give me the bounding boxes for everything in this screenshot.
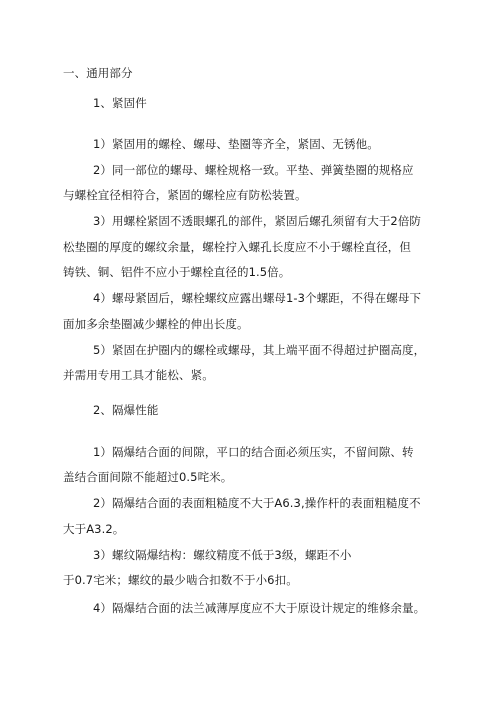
fastener-item-5-line-1: 5）紧固在护圈内的螺栓或螺母，其上端平面不得超过护圈高度，	[93, 343, 426, 357]
explosion-item-2-line-2: 大于A3.2。	[63, 522, 125, 536]
fastener-item-2-line-2: 与螺栓宜径相符合，紧固的螺栓应有防松装置。	[63, 188, 307, 202]
fastener-item-4-line-2: 面加多余垫圈减少螺栓的伸出长度。	[63, 317, 249, 331]
explosion-item-2-line-1: 2）隔爆结合面的表面粗糙度不大于A6.3,操作杆的表面粗糙度不	[93, 496, 421, 510]
explosion-item-4: 4）隔爆结合面的法兰减薄厚度应不大于原设计规定的维修余量。	[93, 601, 426, 615]
explosion-item-1-line-2: 盖结合面间隙不能超过0.5咤米。	[63, 470, 233, 484]
fastener-item-3-line-2: 松垫圈的厚度的螺纹余量，螺栓拧入螺孔长度应不小于螺栓直径，但	[63, 240, 411, 254]
section-heading: 一、通用部分	[63, 66, 133, 80]
explosion-item-3-line-2: 于0.7宅米；螺纹的最少啮合扣数不于小6扣。	[63, 573, 298, 587]
fastener-item-4-line-1: 4）螺母紧固后，螺栓螺纹应露出螺母1-3个螺距，不得在螺母下	[93, 291, 422, 305]
subsection-heading-fasteners: 1、紧固件	[93, 96, 147, 110]
fastener-item-3-line-1: 3）用螺栓紧固不透眼螺孔的部件，紧固后螺孔须留有大于2倍防	[93, 214, 422, 228]
fastener-item-5-line-2: 并需用专用工具才能松、紧。	[63, 368, 214, 382]
explosion-item-3-line-1: 3）螺纹隔爆结构：螺纹精度不低于3级，螺距不小	[93, 548, 352, 562]
explosion-item-1-line-1: 1）隔爆结合面的间隙，平口的结合面必须压实，不留间隙、转	[93, 445, 414, 459]
subsection-heading-explosion-proof: 2、隔爆性能	[93, 403, 159, 417]
fastener-item-1: 1）紧固用的螺栓、螺母、垫圈等齐全，紧固、无锈他。	[93, 137, 379, 151]
fastener-item-2-line-1: 2）同一部位的螺母、螺栓规格一致。平垫、弹簧垫圈的规格应	[93, 163, 414, 177]
fastener-item-3-line-3: 铸铁、铜、铝件不应小于螺栓直径的1.5倍。	[63, 265, 291, 279]
